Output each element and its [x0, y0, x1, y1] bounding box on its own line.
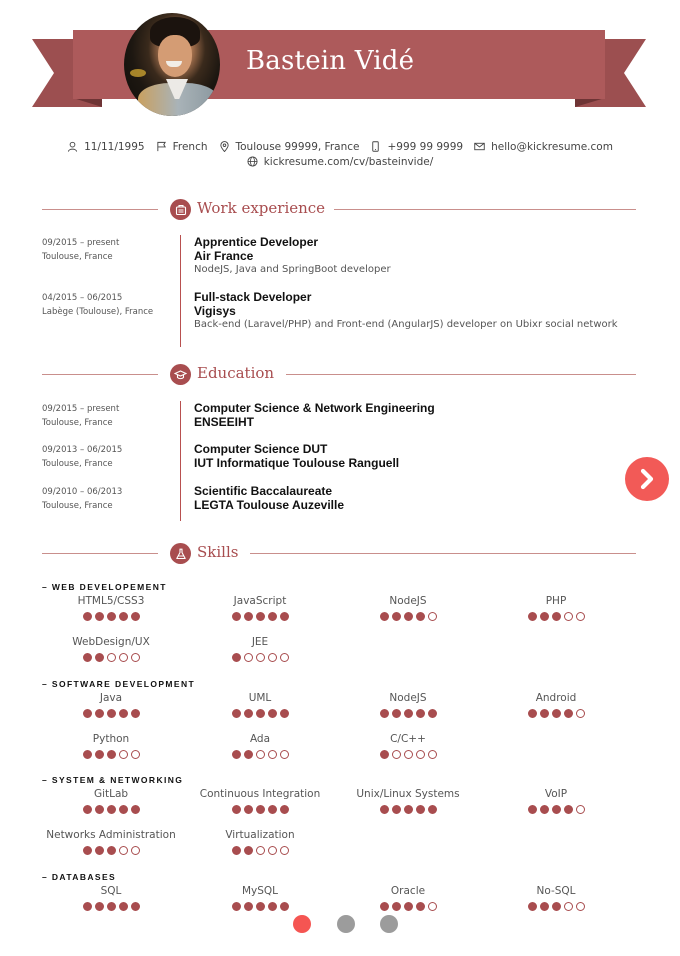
envelope-icon — [474, 141, 485, 152]
entry-role: Full-stack Developer — [194, 290, 312, 304]
rating-dot-filled — [404, 612, 413, 621]
rating-dot-filled — [268, 902, 277, 911]
skill-item — [186, 884, 334, 911]
rating-dot-filled — [552, 805, 561, 814]
rating-dot-filled — [232, 709, 241, 718]
contact-address — [219, 141, 360, 153]
skill-item — [186, 635, 334, 662]
rating-dot-filled — [95, 612, 104, 621]
rating-dot-empty — [268, 653, 277, 662]
rating-dot-filled — [380, 612, 389, 621]
contact-email[interactable] — [474, 141, 613, 153]
rating-dot-filled — [95, 846, 104, 855]
rating-dot-filled — [540, 612, 549, 621]
skill-item — [186, 787, 334, 814]
rating-dot-filled — [552, 709, 561, 718]
skill-label: JEE — [251, 636, 269, 648]
rating-dot-filled — [256, 612, 265, 621]
rating-dot-empty — [416, 750, 425, 759]
entry-dates: 09/2015 – present — [42, 404, 120, 414]
divider-line — [42, 374, 158, 375]
divider-line — [42, 553, 158, 554]
skill-item — [37, 828, 185, 855]
location-pin-icon — [219, 141, 230, 152]
rating-dot-filled — [416, 612, 425, 621]
rating-dot-filled — [380, 709, 389, 718]
skill-rating — [186, 902, 334, 911]
skill-rating — [334, 902, 482, 911]
skill-label: UML — [248, 692, 272, 704]
skill-item — [37, 732, 185, 759]
rating-dot-filled — [540, 902, 549, 911]
entry-role: Apprentice Developer — [194, 235, 319, 249]
website-link[interactable]: kickresume.com/cv/basteinvide/ — [263, 155, 434, 168]
skill-item — [482, 884, 630, 911]
education-timeline — [42, 401, 636, 521]
rating-dot-filled — [83, 902, 92, 911]
skill-item — [186, 691, 334, 718]
skill-label: WebDesign/UX — [72, 636, 150, 648]
rating-dot-filled — [131, 902, 140, 911]
header-ribbon — [0, 0, 680, 130]
skill-label: No-SQL — [536, 885, 576, 897]
avatar — [124, 13, 220, 116]
skill-rating — [186, 805, 334, 814]
rating-dot-filled — [404, 805, 413, 814]
rating-dot-filled — [107, 612, 116, 621]
section-title-work: Work experience — [197, 199, 326, 217]
rating-dot-empty — [256, 750, 265, 759]
rating-dot-filled — [392, 805, 401, 814]
entry-description: NodeJS, Java and SpringBoot developer — [194, 264, 391, 275]
skill-rating — [37, 653, 185, 662]
rating-dot-filled — [244, 846, 253, 855]
skill-rating — [37, 709, 185, 718]
rating-dot-filled — [540, 709, 549, 718]
rating-dot-filled — [528, 902, 537, 911]
rating-dot-filled — [131, 709, 140, 718]
page-dot-2[interactable] — [337, 915, 355, 933]
skill-item — [37, 884, 185, 911]
skill-rating — [334, 612, 482, 621]
rating-dot-empty — [576, 902, 585, 911]
chevron-right-icon — [637, 468, 657, 490]
section-header-education — [42, 363, 636, 387]
rating-dot-filled — [404, 902, 413, 911]
rating-dot-filled — [107, 709, 116, 718]
rating-dot-filled — [83, 653, 92, 662]
rating-dot-filled — [95, 805, 104, 814]
skill-rating — [37, 750, 185, 759]
skill-label: Java — [99, 692, 123, 704]
flask-icon — [170, 543, 191, 564]
rating-dot-filled — [280, 902, 289, 911]
rating-dot-filled — [552, 612, 561, 621]
rating-dot-empty — [280, 846, 289, 855]
skill-item — [334, 732, 482, 759]
entry-org: Air France — [194, 249, 254, 263]
rating-dot-filled — [392, 709, 401, 718]
rating-dot-filled — [232, 612, 241, 621]
rating-dot-filled — [416, 902, 425, 911]
entry-location: Toulouse, France — [42, 501, 113, 511]
skill-label: Ada — [249, 733, 271, 745]
rating-dot-filled — [83, 709, 92, 718]
rating-dot-filled — [268, 612, 277, 621]
skill-category-title: – WEB DEVELOPEMENT — [42, 582, 167, 592]
rating-dot-empty — [256, 846, 265, 855]
timeline-line — [180, 401, 181, 521]
skill-label: Continuous Integration — [199, 788, 321, 800]
entry-location: Toulouse, France — [42, 252, 113, 262]
rating-dot-filled — [95, 902, 104, 911]
rating-dot-filled — [244, 750, 253, 759]
rating-dot-empty — [119, 750, 128, 759]
globe-icon — [247, 156, 258, 167]
skill-label: MySQL — [241, 885, 279, 897]
rating-dot-filled — [244, 805, 253, 814]
skill-label: VoIP — [544, 788, 568, 800]
skill-rating — [37, 902, 185, 911]
rating-dot-filled — [280, 709, 289, 718]
flag-icon — [156, 141, 167, 152]
rating-dot-filled — [119, 902, 128, 911]
rating-dot-filled — [256, 902, 265, 911]
rating-dot-filled — [83, 805, 92, 814]
entry-degree: Computer Science DUT — [194, 442, 328, 456]
address-text: Toulouse 99999, France — [235, 140, 360, 153]
skill-label: Python — [92, 733, 130, 745]
entry-dates: 04/2015 – 06/2015 — [42, 293, 123, 303]
person-name: Bastein Vidé — [246, 46, 415, 76]
rating-dot-filled — [404, 709, 413, 718]
page-dot-1[interactable] — [293, 915, 311, 933]
rating-dot-filled — [392, 612, 401, 621]
phone-text: +999 99 9999 — [387, 140, 464, 153]
rating-dot-filled — [244, 902, 253, 911]
next-page-button[interactable] — [625, 457, 669, 501]
rating-dot-filled — [107, 902, 116, 911]
rating-dot-filled — [107, 846, 116, 855]
skill-label: HTML5/CSS3 — [77, 595, 145, 607]
entry-school: LEGTA Toulouse Auzeville — [194, 498, 345, 512]
rating-dot-filled — [256, 709, 265, 718]
contact-nationality — [156, 141, 208, 153]
rating-dot-empty — [107, 653, 116, 662]
section-title-education: Education — [197, 364, 275, 382]
rating-dot-filled — [380, 902, 389, 911]
skill-rating — [482, 612, 630, 621]
rating-dot-filled — [268, 709, 277, 718]
rating-dot-filled — [232, 902, 241, 911]
skill-item — [334, 884, 482, 911]
entry-dates: 09/2010 – 06/2013 — [42, 487, 123, 497]
rating-dot-filled — [416, 805, 425, 814]
rating-dot-filled — [564, 805, 573, 814]
phone-icon — [370, 141, 381, 152]
skill-rating — [186, 612, 334, 621]
skill-item — [482, 787, 630, 814]
rating-dot-empty — [404, 750, 413, 759]
skill-rating — [334, 805, 482, 814]
rating-dot-empty — [564, 612, 573, 621]
rating-dot-filled — [232, 750, 241, 759]
rating-dot-filled — [131, 612, 140, 621]
skill-label: Unix/Linux Systems — [356, 788, 460, 800]
rating-dot-filled — [232, 805, 241, 814]
skill-rating — [334, 709, 482, 718]
skill-label: JavaScript — [233, 595, 287, 607]
rating-dot-empty — [576, 612, 585, 621]
skill-item — [37, 635, 185, 662]
rating-dot-filled — [119, 709, 128, 718]
skill-rating — [482, 709, 630, 718]
rating-dot-filled — [528, 612, 537, 621]
rating-dot-empty — [119, 846, 128, 855]
skill-label: PHP — [545, 595, 567, 607]
skill-rating — [186, 709, 334, 718]
rating-dot-empty — [244, 653, 253, 662]
timeline-line — [180, 235, 181, 347]
skill-rating — [37, 846, 185, 855]
rating-dot-filled — [107, 750, 116, 759]
rating-dot-empty — [576, 805, 585, 814]
contact-phone — [370, 141, 463, 153]
entry-dates: 09/2015 – present — [42, 238, 120, 248]
rating-dot-filled — [83, 750, 92, 759]
skill-rating — [186, 653, 334, 662]
rating-dot-filled — [428, 709, 437, 718]
skill-rating — [482, 805, 630, 814]
divider-line — [250, 553, 636, 554]
rating-dot-empty — [428, 612, 437, 621]
skill-label: NodeJS — [389, 595, 427, 607]
skill-item — [186, 594, 334, 621]
skill-item — [37, 594, 185, 621]
skill-label: Android — [535, 692, 577, 704]
rating-dot-filled — [268, 805, 277, 814]
rating-dot-filled — [107, 805, 116, 814]
entry-location: Labège (Toulouse), France — [42, 307, 154, 317]
entry-org: Vigisys — [194, 304, 236, 318]
divider-line — [42, 209, 158, 210]
rating-dot-filled — [95, 653, 104, 662]
skill-rating — [482, 902, 630, 911]
entry-description: Back-end (Laravel/PHP) and Front-end (AngularJS) developer on Ubixr social network — [194, 319, 618, 330]
page-indicator — [0, 915, 680, 935]
rating-dot-empty — [256, 653, 265, 662]
skill-item — [482, 691, 630, 718]
person-icon — [67, 141, 78, 152]
nationality-text: French — [172, 140, 208, 153]
skill-item — [482, 594, 630, 621]
rating-dot-empty — [576, 709, 585, 718]
rating-dot-filled — [416, 709, 425, 718]
graduation-cap-icon — [170, 364, 191, 385]
rating-dot-filled — [428, 805, 437, 814]
page-dot-3[interactable] — [380, 915, 398, 933]
skill-item — [37, 691, 185, 718]
rating-dot-filled — [83, 846, 92, 855]
rating-dot-filled — [392, 902, 401, 911]
skill-label: GitLab — [93, 788, 129, 800]
entry-location: Toulouse, France — [42, 418, 113, 428]
skill-rating — [37, 805, 185, 814]
rating-dot-filled — [528, 709, 537, 718]
rating-dot-filled — [95, 709, 104, 718]
skill-label: SQL — [100, 885, 122, 897]
rating-dot-empty — [268, 846, 277, 855]
entry-degree: Computer Science & Network Engineering — [194, 401, 435, 415]
contact-birthdate — [67, 141, 145, 153]
rating-dot-empty — [280, 653, 289, 662]
rating-dot-filled — [528, 805, 537, 814]
skill-item — [186, 828, 334, 855]
rating-dot-filled — [540, 805, 549, 814]
contact-info — [0, 139, 680, 169]
rating-dot-filled — [95, 750, 104, 759]
work-timeline — [42, 235, 636, 347]
rating-dot-empty — [119, 653, 128, 662]
section-header-skills — [42, 542, 636, 566]
rating-dot-filled — [256, 805, 265, 814]
skill-rating — [334, 750, 482, 759]
divider-line — [334, 209, 636, 210]
entry-dates: 09/2013 – 06/2015 — [42, 445, 123, 455]
skill-rating — [186, 846, 334, 855]
rating-dot-filled — [564, 709, 573, 718]
entry-degree: Scientific Baccalaureate — [194, 484, 333, 498]
skill-item — [334, 787, 482, 814]
section-header-work — [42, 198, 636, 222]
rating-dot-empty — [392, 750, 401, 759]
skill-label: Networks Administration — [46, 829, 176, 841]
rating-dot-filled — [232, 653, 241, 662]
birthdate-text: 11/11/1995 — [84, 140, 145, 153]
entry-school: ENSEEIHT — [194, 415, 255, 429]
rating-dot-filled — [131, 805, 140, 814]
rating-dot-filled — [552, 902, 561, 911]
rating-dot-empty — [564, 902, 573, 911]
rating-dot-filled — [280, 805, 289, 814]
skill-category-title: – DATABASES — [42, 872, 117, 882]
skill-rating — [37, 612, 185, 621]
skill-category-title: – SYSTEM & NETWORKING — [42, 775, 184, 785]
section-title-skills: Skills — [197, 543, 239, 561]
entry-school: IUT Informatique Toulouse Ranguell — [194, 456, 400, 470]
rating-dot-empty — [131, 653, 140, 662]
skill-item — [37, 787, 185, 814]
rating-dot-filled — [232, 846, 241, 855]
rating-dot-empty — [131, 846, 140, 855]
rating-dot-empty — [131, 750, 140, 759]
rating-dot-empty — [280, 750, 289, 759]
skill-label: Virtualization — [225, 829, 295, 841]
briefcase-icon — [170, 199, 191, 220]
email-link[interactable]: hello@kickresume.com — [491, 140, 613, 153]
entry-location: Toulouse, France — [42, 459, 113, 469]
rating-dot-filled — [83, 612, 92, 621]
skill-label: Oracle — [390, 885, 426, 897]
skill-item — [186, 732, 334, 759]
divider-line — [286, 374, 636, 375]
rating-dot-empty — [428, 902, 437, 911]
skill-label: C/C++ — [390, 733, 426, 745]
contact-website[interactable] — [247, 156, 434, 168]
rating-dot-empty — [428, 750, 437, 759]
skill-item — [334, 691, 482, 718]
rating-dot-filled — [380, 750, 389, 759]
skill-rating — [186, 750, 334, 759]
rating-dot-filled — [380, 805, 389, 814]
rating-dot-empty — [268, 750, 277, 759]
skill-label: NodeJS — [389, 692, 427, 704]
rating-dot-filled — [119, 612, 128, 621]
rating-dot-filled — [119, 805, 128, 814]
rating-dot-filled — [244, 612, 253, 621]
rating-dot-filled — [280, 612, 289, 621]
rating-dot-filled — [244, 709, 253, 718]
skill-item — [334, 594, 482, 621]
skill-category-title: – SOFTWARE DEVELOPMENT — [42, 679, 196, 689]
